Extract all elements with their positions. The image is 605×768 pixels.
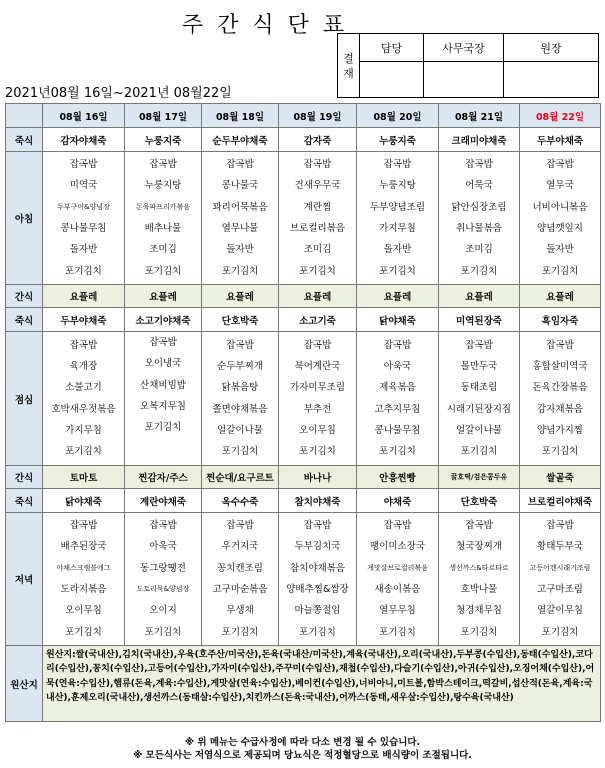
menu-item: 잡곡밥: [303, 339, 332, 351]
menu-item: 오이무침: [65, 605, 102, 617]
menu-item: 포기김치: [541, 265, 579, 277]
menu-item: 잡곡밥: [226, 339, 254, 351]
origin-row: [6, 646, 601, 722]
menu-item: 잡곡밥: [69, 339, 98, 351]
menu-item: 잡곡밥: [69, 520, 98, 532]
row-label: 아침: [6, 152, 43, 285]
menu-item: 양배추찜&쌈장: [286, 584, 349, 595]
menu-item: 돌자반: [546, 244, 574, 256]
menu-item: 계란찜: [303, 201, 332, 213]
menu-item: 포기김치: [221, 626, 259, 638]
day-header: 08월 19일: [279, 104, 357, 128]
porridge-cell: 참치야채죽: [279, 489, 357, 513]
porridge-cell: 단호박죽: [439, 489, 520, 513]
day-header: 08월 16일: [43, 104, 125, 128]
snack-cell: 요플레: [202, 285, 279, 308]
menu-item: 포기김치: [65, 626, 102, 638]
menu-item: 포기김치: [144, 422, 182, 434]
row-label: 간식: [6, 466, 43, 489]
menu-item: 콩나물무침: [374, 424, 421, 436]
porridge-cell: 계란야채죽: [125, 489, 202, 513]
menu-item: 순두부찌개: [217, 360, 263, 372]
meal-cell: [279, 513, 357, 646]
menu-item: 어묵국: [465, 180, 493, 192]
menu-item: 포기김치: [379, 446, 416, 458]
menu-item: 포기김치: [144, 626, 182, 638]
menu-item: 포기김치: [299, 626, 336, 638]
menu-item: 무생채: [226, 605, 254, 617]
porridge-cell: 소고기죽: [279, 308, 357, 332]
snack-cell: 토마토: [43, 466, 125, 489]
porridge-cell: 두부야채죽: [43, 308, 125, 332]
menu-item: 열무국: [546, 180, 574, 192]
porridge-cell: 크래미야채죽: [439, 128, 520, 152]
menu-item: 호박나물: [460, 584, 498, 595]
menu-item: 소불고기: [65, 382, 102, 394]
menu-item: 고등어캔시래기조림: [529, 563, 591, 572]
menu-item: 잡곡밥: [465, 159, 493, 171]
porridge-cell: 닭야채죽: [43, 489, 125, 513]
menu-item: 조미김: [465, 244, 493, 256]
menu-item: 팽이미소장국: [369, 541, 426, 553]
porridge-cell: 감자죽: [279, 128, 357, 152]
menu-item: 게맛살브로컬리볶음: [367, 563, 428, 572]
menu-item: 돈육간장볶음: [532, 382, 588, 394]
menu-item: 제육볶음: [379, 382, 416, 394]
porridge-cell: 브로컬리야채죽: [520, 489, 601, 513]
menu-item: 배추나물: [144, 223, 182, 234]
meal-cell: [357, 513, 439, 646]
menu-item: 호박새우젓볶음: [51, 403, 116, 415]
morning-snack-row: [6, 285, 601, 308]
menu-item: 두부김치국: [294, 541, 341, 553]
menu-item: 잡곡밥: [149, 337, 177, 348]
meal-cell: [202, 152, 279, 285]
lunch-porridge-row: [6, 308, 601, 332]
menu-item: 잡곡밥: [226, 520, 254, 532]
snack-cell: 꿀호떡/검은콩두유: [439, 466, 520, 489]
menu-item: 도라지볶음: [60, 584, 107, 595]
snack-cell: 찐순대/요구르트: [202, 466, 279, 489]
approval-label: 결재: [338, 34, 360, 98]
menu-item: 아욱국: [149, 541, 177, 553]
snack-cell: 찐감자/주스: [125, 466, 202, 489]
note-line: ※ 모든식사는 저염식으로 제공되며 당뇨식은 적정혈당으로 배식량이 조절됩니다.: [133, 750, 472, 761]
menu-item: 콩나물국: [221, 180, 259, 192]
dinner-row: [6, 513, 601, 646]
menu-item: 오복지무침: [140, 400, 186, 412]
menu-item: 잡곡밥: [69, 159, 98, 171]
menu-item: 오이무침: [299, 424, 336, 436]
porridge-cell: 순두부야채죽: [202, 128, 279, 152]
menu-item: 고추지무침: [374, 403, 421, 415]
menu-item: 동태조림: [460, 382, 498, 394]
menu-item: 잡곡밥: [383, 159, 412, 171]
menu-item: 야채스크램블에그: [56, 563, 111, 572]
meal-cell: [520, 332, 601, 466]
menu-item: 포기김치: [144, 265, 182, 277]
snack-cell: 바나나: [279, 466, 357, 489]
menu-item: 두부양념조림: [369, 201, 426, 213]
row-label: 저녁: [6, 513, 43, 646]
meal-cell: [279, 332, 357, 466]
porridge-cell: 야채죽: [357, 489, 439, 513]
menu-item: 포기김치: [379, 265, 416, 277]
menu-item: 잡곡밥: [546, 339, 574, 351]
note-line: ※ 위 메뉴는 수급사정에 따라 다소 변경 될 수 있습니다.: [184, 737, 421, 748]
menu-item: 포기김치: [460, 265, 498, 277]
menu-item: 돌자반: [226, 244, 254, 256]
menu-item: 포기김치: [379, 626, 416, 638]
menu-item: 열무나물: [221, 223, 259, 234]
menu-item: 가자미무조림: [289, 382, 346, 394]
meal-cell: [439, 513, 520, 646]
signature-cell: [424, 62, 504, 98]
menu-item: 배추된장국: [60, 541, 107, 553]
row-label: 간식: [6, 285, 43, 308]
menu-item: 시래기된장지짐: [446, 403, 512, 415]
afternoon-snack-row: [6, 466, 601, 489]
menu-item: 참치야채볶음: [289, 562, 346, 574]
menu-item: 홍합살미역국: [532, 360, 588, 372]
menu-item: 열무무침: [379, 605, 416, 617]
snack-cell: 요플레: [43, 285, 125, 308]
day-header: 08월 18일: [202, 104, 279, 128]
lunch-row: [6, 332, 601, 466]
menu-item: 돌자반: [69, 244, 98, 256]
footer-notes: [0, 736, 605, 762]
day-header-sunday: 08월 22일: [520, 104, 601, 128]
menu-item: 포기김치: [299, 265, 336, 277]
menu-item: 누룽지탕: [144, 180, 182, 192]
meal-cell: [202, 332, 279, 466]
breakfast-row: [6, 152, 601, 285]
menu-item: 가지무침: [379, 223, 416, 234]
row-label: 죽식: [6, 489, 43, 513]
menu-item: 몰만두국: [460, 360, 498, 372]
porridge-cell: 두부야채죽: [520, 128, 601, 152]
menu-item: 마늘쫑절임: [294, 605, 341, 617]
menu-period: 2021년08월 16일~2021년 08월22일: [5, 86, 232, 101]
menu-item: 쫄면야채볶음: [212, 403, 268, 415]
porridge-cell: 미역된장죽: [439, 308, 520, 332]
menu-item: 포기김치: [541, 446, 579, 458]
meal-cell: [439, 332, 520, 466]
meal-cell: [520, 513, 601, 646]
snack-cell: 요플레: [125, 285, 202, 308]
porridge-cell: 누룽지죽: [125, 128, 202, 152]
meal-cell: [125, 332, 202, 466]
menu-item: 잡곡밥: [149, 520, 177, 532]
menu-item: 황태두부국: [537, 541, 583, 553]
meal-cell: [357, 152, 439, 285]
menu-item: 잡곡밥: [303, 520, 332, 532]
meal-cell: [439, 152, 520, 285]
origin-info: 원산지:쌀(국내산),김치(국내산),우육(호주산/미국산),돈육(국내산/미국산),계육(국내산),오리(국내산),두부콩(수입산),동태(수입산),코다리(수입산),꽁치(수입산),고등어(수입산),가자미(수입산),주꾸미(수입산),재첩(수입산),다슬기(수입산),아귀(수입산),오징어채(수입산),어묵(연육:수입산),햄류(돈육,계육:수입산),게맛살(연육:수입산),베이컨(수입산),너비아니,미트볼,함박스테이크,떡갈비,섭산적(돈육,계육:국내산),훈제오리(국내산),생선까스(동태살:수입산),치킨까스(돈육:국내산),어까스(동태,새우살:수입산),탕수육(국내산): [43, 646, 601, 722]
menu-item: 얼갈이나물: [217, 424, 263, 436]
menu-item: 동그랑땡전: [140, 562, 186, 574]
snack-cell: 요플레: [439, 285, 520, 308]
signature-cell: [360, 62, 424, 98]
menu-item: 잡곡밥: [383, 339, 412, 351]
menu-item: 포기김치: [221, 265, 259, 277]
porridge-cell: 닭야채죽: [357, 308, 439, 332]
menu-item: 너비아니볶음: [532, 201, 588, 213]
menu-item: 생선까스&타르타르: [449, 563, 509, 572]
approval-role-director: 사무국장: [424, 34, 504, 62]
row-label: 점심: [6, 332, 43, 466]
menu-item: 콩나물무침: [60, 223, 107, 234]
menu-item: 돈육파프리카볶음: [135, 202, 191, 211]
page-title: 주간식단표: [181, 13, 359, 38]
porridge-cell: 누룽지죽: [357, 128, 439, 152]
menu-item: 돌자반: [383, 244, 412, 256]
menu-item: 포기김치: [460, 626, 498, 638]
row-label: 죽식: [6, 128, 43, 152]
snack-cell: 안흥찐빵: [357, 466, 439, 489]
porridge-cell: 소고기야채죽: [125, 308, 202, 332]
porridge-cell: 흑임자죽: [520, 308, 601, 332]
menu-item: 잡곡밥: [226, 159, 254, 171]
menu-item: 포기김치: [221, 446, 259, 458]
day-header: 08월 21일: [439, 104, 520, 128]
menu-item: 얼갈이나물: [456, 424, 502, 436]
approval-role-head: 원장: [504, 34, 599, 62]
signature-cell: [504, 62, 599, 98]
meal-cell: [202, 513, 279, 646]
snack-cell: 요플레: [520, 285, 601, 308]
menu-item: 잡곡밥: [383, 520, 412, 532]
meal-cell: [43, 332, 125, 466]
menu-item: 도토리묵&양념장: [136, 585, 190, 593]
menu-item: 열갈이무침: [537, 605, 583, 617]
approval-role-staff: 담당: [360, 34, 424, 62]
porridge-cell: 감자야채죽: [43, 128, 125, 152]
menu-item: 양념가지찜: [537, 424, 583, 436]
meal-cell: [43, 513, 125, 646]
menu-item: 꽁치캔조림: [217, 562, 263, 574]
menu-item: 감자채볶음: [537, 403, 583, 415]
menu-item: 고구마조림: [537, 584, 583, 595]
snack-cell: 요플레: [357, 285, 439, 308]
menu-item: 잡곡밥: [465, 520, 493, 532]
menu-item: 육개장: [69, 360, 98, 372]
menu-item: 오이냉국: [144, 358, 182, 370]
meal-cell: [279, 152, 357, 285]
day-header: 08월 20일: [357, 104, 439, 128]
menu-item: 포기김치: [299, 446, 336, 458]
menu-item: 잡곡밥: [546, 159, 574, 171]
menu-item: 건새우무국: [294, 180, 341, 192]
menu-item: 조미김: [149, 244, 177, 256]
menu-item: 고구마순볶음: [212, 584, 268, 595]
menu-item: 포기김치: [460, 446, 498, 458]
snack-cell: 요플레: [279, 285, 357, 308]
menu-item: 잡곡밥: [546, 520, 574, 532]
menu-item: 브로컬리볶음: [289, 223, 346, 234]
meal-cell: [43, 152, 125, 285]
approval-box: [337, 33, 599, 98]
meal-cell: [357, 332, 439, 466]
meal-cell: [125, 152, 202, 285]
menu-item: 청국장찌개: [456, 541, 502, 553]
menu-item: 부추전: [303, 403, 332, 415]
menu-item: 가지무침: [65, 424, 102, 436]
menu-item: 양념깻잎지: [537, 223, 583, 234]
menu-item: 두부구이&양념장: [57, 202, 110, 211]
menu-item: 잡곡밥: [149, 159, 177, 171]
day-header: 08월 17일: [125, 104, 202, 128]
menu-item: 포기김치: [541, 626, 579, 638]
menu-item: 닭볶음탕: [221, 382, 259, 394]
menu-item: 오이지: [149, 605, 177, 617]
corner-cell: [6, 104, 43, 128]
meal-cell: [125, 513, 202, 646]
menu-item: 새송이볶음: [374, 584, 421, 595]
menu-item: 취나물볶음: [456, 223, 502, 234]
menu-item: 닭안심장조림: [451, 201, 507, 213]
day-header-row: [6, 104, 601, 128]
menu-item: 북어계란국: [294, 360, 341, 372]
breakfast-porridge-row: [6, 128, 601, 152]
menu-item: 우거지국: [221, 541, 259, 553]
meal-cell: [520, 152, 601, 285]
menu-item: 잡곡밥: [303, 159, 332, 171]
menu-item: 꽈리어묵볶음: [212, 201, 268, 213]
menu-item: 누룽지탕: [379, 180, 416, 192]
porridge-cell: 단호박죽: [202, 308, 279, 332]
menu-item: 조미김: [303, 244, 332, 256]
weekly-menu-table: [5, 103, 601, 722]
menu-item: 아욱국: [383, 360, 412, 372]
menu-item: 미역국: [69, 180, 98, 192]
dinner-porridge-row: [6, 489, 601, 513]
row-label: 죽식: [6, 308, 43, 332]
menu-item: 포기김치: [65, 265, 102, 277]
menu-item: 포기김치: [65, 446, 102, 458]
row-label: 원산지: [6, 646, 43, 722]
menu-item: 잡곡밥: [465, 339, 493, 351]
porridge-cell: 옥수수죽: [202, 489, 279, 513]
snack-cell: 쌀골죽: [520, 466, 601, 489]
menu-item: 청경채무침: [456, 605, 502, 617]
menu-item: 산채비빔밥: [140, 379, 186, 391]
